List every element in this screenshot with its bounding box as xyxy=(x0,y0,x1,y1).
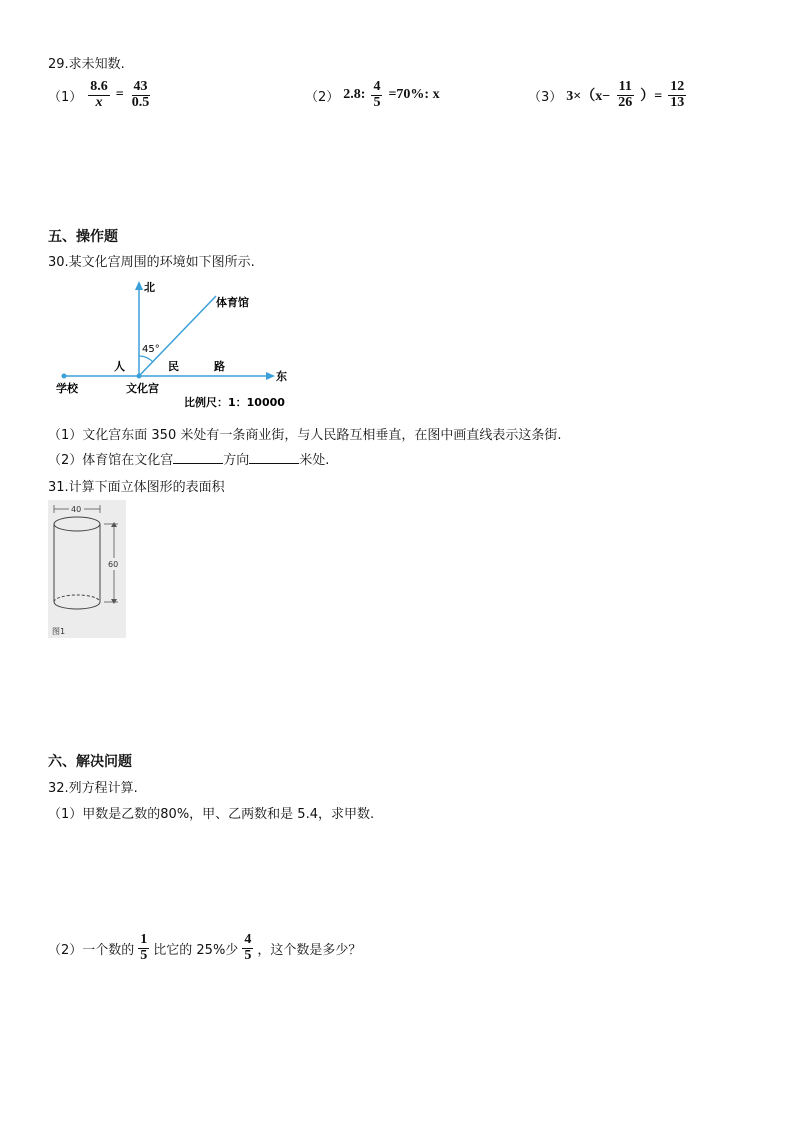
numerator: 8.6 xyxy=(90,79,108,94)
q32-part2-b: 比它的 25%少 xyxy=(153,942,239,958)
east-label: 东 xyxy=(276,370,287,383)
q32-part2-a: （2）一个数的 xyxy=(48,942,135,958)
denominator: 5 xyxy=(244,947,252,963)
denominator: 13 xyxy=(670,94,685,110)
scale-label: 比例尺：1：10000 xyxy=(184,396,285,409)
numerator: 43 xyxy=(133,79,148,94)
q30-part2-c: 米处. xyxy=(299,453,330,468)
denominator: 5 xyxy=(140,947,148,963)
q29-p1-label: （1） xyxy=(48,89,83,105)
school-point xyxy=(62,374,67,379)
q32-part2-c: ，这个数是多少？ xyxy=(257,942,362,958)
q29-p2-label: （2） xyxy=(305,89,340,105)
q29-p3-frac1 xyxy=(616,80,634,110)
road-label-ren: 人 xyxy=(114,360,125,373)
q29-part2 xyxy=(305,80,440,110)
road-label-min: 民 xyxy=(168,360,179,373)
denominator: 0.5 xyxy=(131,94,150,110)
q29-p1-frac1 xyxy=(88,80,110,110)
q29-part1 xyxy=(48,80,153,110)
q31-cylinder-figure xyxy=(48,500,126,638)
denominator: x xyxy=(95,94,103,110)
height-label: 60 xyxy=(108,560,119,569)
width-label: 40 xyxy=(71,505,82,514)
numerator: 4 xyxy=(244,932,252,947)
culture-palace-label: 文化宫 xyxy=(126,382,159,395)
figure-caption: 图1 xyxy=(52,627,66,636)
equals-sign: = xyxy=(115,87,124,103)
east-arrow-icon xyxy=(266,372,275,380)
q30-title: 30.某文化宫周围的环境如下图所示. xyxy=(48,255,255,270)
q32-title: 32.列方程计算. xyxy=(48,781,138,796)
denominator: 5 xyxy=(373,94,381,110)
q30-map-figure xyxy=(56,278,296,410)
section-5-heading: 五、操作题 xyxy=(48,229,118,245)
gym-label: 体育馆 xyxy=(216,296,249,309)
denominator: 26 xyxy=(618,94,633,110)
q32-part1: （1）甲数是乙数的80%，甲、乙两数和是 5.4，求甲数. xyxy=(48,807,375,822)
q30-part2 xyxy=(48,449,329,468)
numerator: 4 xyxy=(373,79,381,94)
q29-p2-frac xyxy=(371,80,382,110)
school-label: 学校 xyxy=(56,382,78,395)
q29-p2-pre: 2.8: xyxy=(343,87,366,103)
q32-part2-frac1 xyxy=(138,933,149,963)
q29-p3-label: （3） xyxy=(528,89,563,105)
north-arrow-icon xyxy=(135,281,143,290)
q31-title: 31.计算下面立体图形的表面积 xyxy=(48,480,225,495)
culture-palace-point xyxy=(137,374,142,379)
north-label: 北 xyxy=(144,281,155,294)
q29-title: 29.求未知数. xyxy=(48,57,125,72)
numerator: 12 xyxy=(670,79,685,94)
q32-part2 xyxy=(48,933,361,963)
numerator: 1 xyxy=(140,932,148,947)
q29-p3-mid: ）= xyxy=(640,89,663,105)
distance-blank[interactable] xyxy=(249,451,299,464)
road-label-lu: 路 xyxy=(214,360,225,373)
numerator: 11 xyxy=(618,79,632,94)
section-6-heading: 六、解决问题 xyxy=(48,754,132,770)
angle-arc xyxy=(139,356,153,362)
q29-p3-pre: 3×（x− xyxy=(566,89,611,105)
figure-background xyxy=(48,500,126,638)
angle-label: 45° xyxy=(142,344,160,355)
direction-blank[interactable] xyxy=(173,451,223,464)
q32-part2-frac2 xyxy=(242,933,253,963)
q29-p2-post: =70%: x xyxy=(388,87,440,103)
q29-p3-frac2 xyxy=(668,80,686,110)
q30-part1: （1）文化宫东面 350 米处有一条商业街，与人民路互相垂直，在图中画直线表示这条街. xyxy=(48,428,562,443)
q29-p1-frac2 xyxy=(130,80,152,110)
q30-part2-a: （2）体育馆在文化宫 xyxy=(48,453,174,468)
q29-part3 xyxy=(528,80,688,110)
q30-part2-b: 方向 xyxy=(223,453,250,468)
